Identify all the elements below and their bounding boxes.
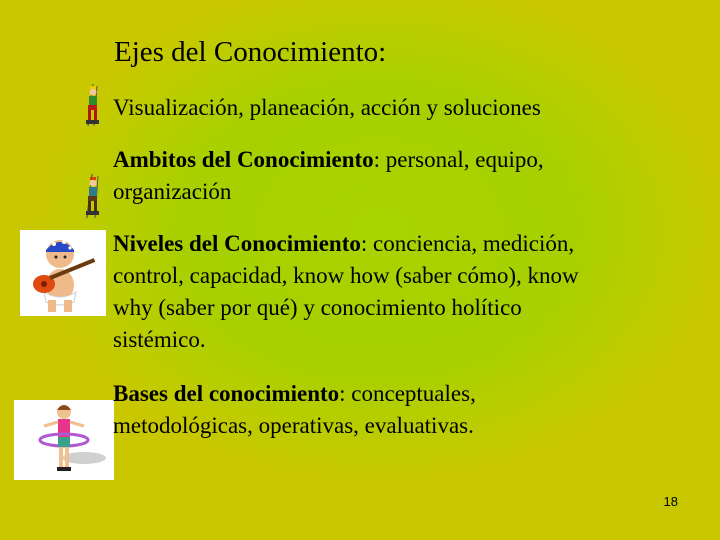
bullet-text: : personal, equipo, organización [113, 147, 544, 204]
slide-title [114, 36, 386, 69]
bullet-text: : conciencia, medición, control, capacidad, know how (saber cómo), know why (saber por qué) y conocimiento holítico sistémico. [113, 231, 579, 352]
bullet-heading: Ambitos del Conocimiento [113, 147, 374, 172]
slide-title-text: Ejes del Conocimiento [114, 36, 379, 68]
baby-guitarist-icon [20, 230, 106, 316]
hula-hoop-girl-clip [14, 400, 114, 480]
hula-hoop-girl-icon [14, 400, 114, 480]
bullet-niveles [113, 228, 593, 356]
skier-icon [82, 172, 104, 220]
bullet-text: Visualización, planeación, acción y soluciones [113, 95, 541, 120]
bullet-heading: Bases del conocimiento [113, 381, 340, 406]
bullet-ambitos [113, 144, 593, 208]
bullet-visualizacion [113, 92, 593, 124]
page-number: 18 [663, 494, 678, 509]
baby-guitarist-clip [20, 230, 106, 316]
slide-title-colon: : [378, 36, 387, 68]
skier-icon [82, 82, 104, 128]
bullet-bases [113, 378, 593, 442]
bullet-text: : conceptuales, metodológicas, operativas, evaluativas. [113, 381, 476, 438]
bullet-heading: Niveles del Conocimiento [113, 231, 361, 256]
